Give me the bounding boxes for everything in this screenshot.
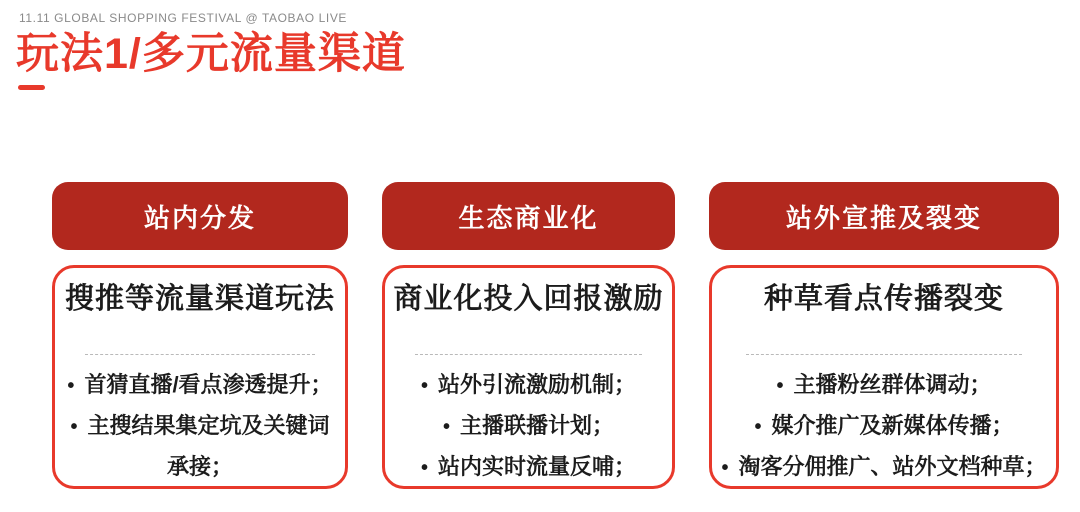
bullet-list — [393, 365, 664, 488]
card-title: 种草看点传播裂变 — [763, 283, 1004, 315]
bullet-text: 首猜直播/看点渗透提升； — [84, 372, 333, 397]
bullet-text: 站外引流激励机制； — [438, 372, 637, 397]
bullet-list — [63, 365, 337, 487]
bullet-marker: • — [67, 375, 75, 397]
bullet-text: 主搜结果集定坑及关键词承接； — [87, 413, 330, 479]
column-card — [52, 265, 348, 489]
card-title: 商业化投入回报激励 — [393, 283, 664, 315]
bullet-item — [63, 365, 337, 406]
page-title: 玩法1/多元流量渠道 — [16, 30, 406, 78]
column-header-badge: 生态商业化 — [382, 182, 675, 250]
column-ecosystem-commercialization — [382, 182, 675, 489]
title-underline — [18, 85, 45, 90]
bullet-marker: • — [754, 416, 762, 438]
column-header-badge: 站内分发 — [52, 182, 348, 250]
bullet-text: 淘客分佣推广、站外文档种草； — [738, 454, 1047, 479]
column-header-badge: 站外宣推及裂变 — [709, 182, 1059, 250]
bullet-list — [720, 365, 1048, 488]
bullet-marker: • — [420, 457, 428, 479]
column-onsite-distribution — [52, 182, 348, 489]
dashed-divider — [415, 354, 643, 355]
bullet-marker: • — [420, 375, 428, 397]
bullet-marker: • — [70, 416, 78, 438]
bullet-item — [720, 365, 1048, 406]
bullet-item — [393, 406, 664, 447]
bullet-item — [720, 406, 1048, 447]
column-card — [709, 265, 1059, 489]
eyebrow-text: 11.11 GLOBAL SHOPPING FESTIVAL @ TAOBAO LIVE — [19, 11, 348, 25]
bullet-marker: • — [776, 375, 784, 397]
bullet-text: 站内实时流量反哺； — [438, 454, 637, 479]
bullet-marker: • — [442, 416, 450, 438]
bullet-item — [393, 447, 664, 488]
card-title: 搜推等流量渠道玩法 — [64, 283, 335, 315]
bullet-text: 媒介推广及新媒体传播； — [771, 413, 1014, 438]
bullet-text: 主播粉丝群体调动； — [793, 372, 992, 397]
column-offsite-promotion-fission — [709, 182, 1059, 489]
bullet-marker: • — [721, 457, 729, 479]
bullet-text: 主播联播计划； — [460, 413, 615, 438]
dashed-divider — [85, 354, 315, 355]
dashed-divider — [746, 354, 1022, 355]
bullet-item — [720, 447, 1048, 488]
column-card — [382, 265, 675, 489]
columns-row — [52, 182, 1059, 489]
bullet-item — [63, 406, 337, 487]
bullet-item — [393, 365, 664, 406]
